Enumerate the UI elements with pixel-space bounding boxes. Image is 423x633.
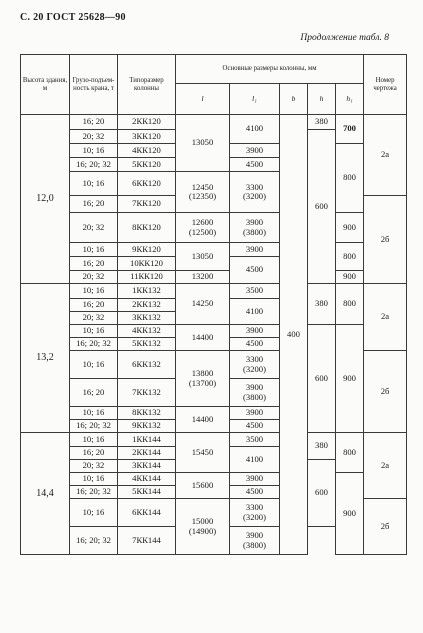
h1-cell: 800: [336, 243, 364, 271]
h1-cell: 800: [336, 433, 364, 473]
page-header-standard: С. 20 ГОСТ 25628—90: [20, 12, 126, 23]
type-cell: 3КК144: [118, 460, 176, 473]
col-header-l1: l₁: [230, 84, 280, 115]
type-cell: 6КК144: [118, 499, 176, 527]
capacity-cell: 10; 16: [70, 172, 118, 196]
capacity-cell: 10; 16: [70, 433, 118, 447]
l1-cell: 3900: [230, 473, 280, 486]
capacity-cell: 16; 20: [70, 447, 118, 460]
h-cell: 380: [308, 284, 336, 325]
l1-cell: 4500: [230, 158, 280, 172]
drawing-cell: 2а: [364, 433, 407, 499]
h-cell: 600: [308, 460, 336, 527]
l1-cell: 3900: [230, 243, 280, 257]
l1-cell: 4100: [230, 447, 280, 473]
capacity-cell: 16; 20; 32: [70, 158, 118, 172]
drawing-cell: 2б: [364, 196, 407, 284]
type-cell: 7КК120: [118, 196, 176, 213]
type-cell: 5КК132: [118, 338, 176, 351]
type-cell: 7КК132: [118, 379, 176, 407]
capacity-cell: 16; 20: [70, 115, 118, 130]
b-cell: 400: [280, 115, 308, 555]
capacity-cell: 20; 32: [70, 130, 118, 144]
type-cell: 2КК132: [118, 299, 176, 312]
type-cell: 4КК120: [118, 144, 176, 158]
h-cell: 600: [308, 325, 336, 433]
l1-cell: 3900: [230, 144, 280, 158]
l1-cell: 4500: [230, 257, 280, 284]
l1-cell: 4100: [230, 299, 280, 325]
type-cell: 7КК144: [118, 527, 176, 555]
h1-cell: 700: [336, 115, 364, 144]
capacity-cell: 10; 16: [70, 325, 118, 338]
l-cell: 14400: [176, 325, 230, 351]
type-cell: 3КК132: [118, 312, 176, 325]
l1-cell: 3500: [230, 433, 280, 447]
col-header-h1: h₁: [336, 84, 364, 115]
drawing-cell: 2а: [364, 115, 407, 196]
l1-cell: 3300 (3200): [230, 351, 280, 379]
l1-cell: 4100: [230, 115, 280, 144]
l1-cell: 3900: [230, 325, 280, 338]
type-cell: 2КК120: [118, 115, 176, 130]
capacity-cell: 16; 20: [70, 379, 118, 407]
capacity-cell: 10; 16: [70, 407, 118, 420]
l1-cell: 4500: [230, 486, 280, 499]
type-cell: 9КК132: [118, 420, 176, 433]
capacity-cell: 16; 20; 32: [70, 527, 118, 555]
capacity-cell: 10; 16: [70, 351, 118, 379]
capacity-cell: 16; 20; 32: [70, 486, 118, 499]
l-cell: 12600 (12500): [176, 213, 230, 243]
l1-cell: 4500: [230, 420, 280, 433]
capacity-cell: 16; 20; 32: [70, 420, 118, 433]
drawing-cell: 2а: [364, 284, 407, 351]
type-cell: 3КК120: [118, 130, 176, 144]
capacity-cell: 10; 16: [70, 473, 118, 486]
l-cell: 15600: [176, 473, 230, 499]
l-cell: 13200: [176, 271, 230, 284]
h1-cell: 900: [336, 473, 364, 555]
l-cell: 14250: [176, 284, 230, 325]
capacity-cell: 16; 20: [70, 299, 118, 312]
l-cell: 15450: [176, 433, 230, 473]
height-cell: 13,2: [21, 284, 70, 433]
capacity-cell: 20; 32: [70, 213, 118, 243]
capacity-cell: 20; 32: [70, 312, 118, 325]
l-cell: 13050: [176, 115, 230, 172]
col-header-b: b: [280, 84, 308, 115]
type-cell: 1КК132: [118, 284, 176, 299]
type-cell: 4КК132: [118, 325, 176, 338]
table-continuation-caption: Продолжение табл. 8: [300, 33, 389, 43]
l1-cell: 3500: [230, 284, 280, 299]
col-header-height: Высота здания, м: [21, 55, 70, 115]
capacity-cell: 16; 20: [70, 257, 118, 271]
capacity-cell: 16; 20; 32: [70, 338, 118, 351]
h1-cell: 900: [336, 213, 364, 243]
type-cell: 6КК120: [118, 172, 176, 196]
height-cell: 14,4: [21, 433, 70, 555]
col-header-h: h: [308, 84, 336, 115]
drawing-cell: 2б: [364, 351, 407, 433]
type-cell: 6КК132: [118, 351, 176, 379]
capacity-cell: 10; 16: [70, 144, 118, 158]
l1-cell: 3300 (3200): [230, 499, 280, 527]
col-header-dimensions-group: Основные размеры колонны, мм: [176, 55, 364, 84]
h-cell: 380: [308, 115, 336, 130]
capacity-cell: 10; 16: [70, 243, 118, 257]
type-cell: 2КК144: [118, 447, 176, 460]
type-cell: 5КК144: [118, 486, 176, 499]
h1-cell: 800: [336, 284, 364, 325]
capacity-cell: 20; 32: [70, 460, 118, 473]
height-cell: 12,0: [21, 115, 70, 284]
l-cell: 13800 (13700): [176, 351, 230, 407]
capacity-cell: 10; 16: [70, 284, 118, 299]
type-cell: 8КК132: [118, 407, 176, 420]
drawing-cell: 2б: [364, 499, 407, 555]
col-header-capacity: Грузо-подъем-ность крана, т: [70, 55, 118, 115]
l1-cell: 3900: [230, 407, 280, 420]
type-cell: 4КК144: [118, 473, 176, 486]
l-cell: 12450 (12350): [176, 172, 230, 213]
h1-cell: 900: [336, 325, 364, 433]
h1-cell: 800: [336, 144, 364, 213]
capacity-cell: 10; 16: [70, 499, 118, 527]
l-cell: 14400: [176, 407, 230, 433]
capacity-cell: 16; 20: [70, 196, 118, 213]
type-cell: 8КК120: [118, 213, 176, 243]
l1-cell: 3300 (3200): [230, 172, 280, 213]
l1-cell: 3900 (3800): [230, 527, 280, 555]
type-cell: 1КК144: [118, 433, 176, 447]
h-cell: 600: [308, 130, 336, 284]
l-cell: 13050: [176, 243, 230, 271]
type-cell: 11КК120: [118, 271, 176, 284]
col-header-type: Типоразмер колонны: [118, 55, 176, 115]
capacity-cell: 20; 32: [70, 271, 118, 284]
l1-cell: 3900 (3800): [230, 379, 280, 407]
col-header-l: l: [176, 84, 230, 115]
h1-cell: 900: [336, 271, 364, 284]
columns-dimensions-table: [20, 54, 407, 555]
type-cell: 9КК120: [118, 243, 176, 257]
l1-cell: 4500: [230, 338, 280, 351]
type-cell: 10КК120: [118, 257, 176, 271]
h-cell: 380: [308, 433, 336, 460]
l1-cell: 3900 (3800): [230, 213, 280, 243]
l-cell: 15000 (14900): [176, 499, 230, 555]
type-cell: 5КК120: [118, 158, 176, 172]
col-header-drawing: Номер чертежа: [364, 55, 407, 115]
